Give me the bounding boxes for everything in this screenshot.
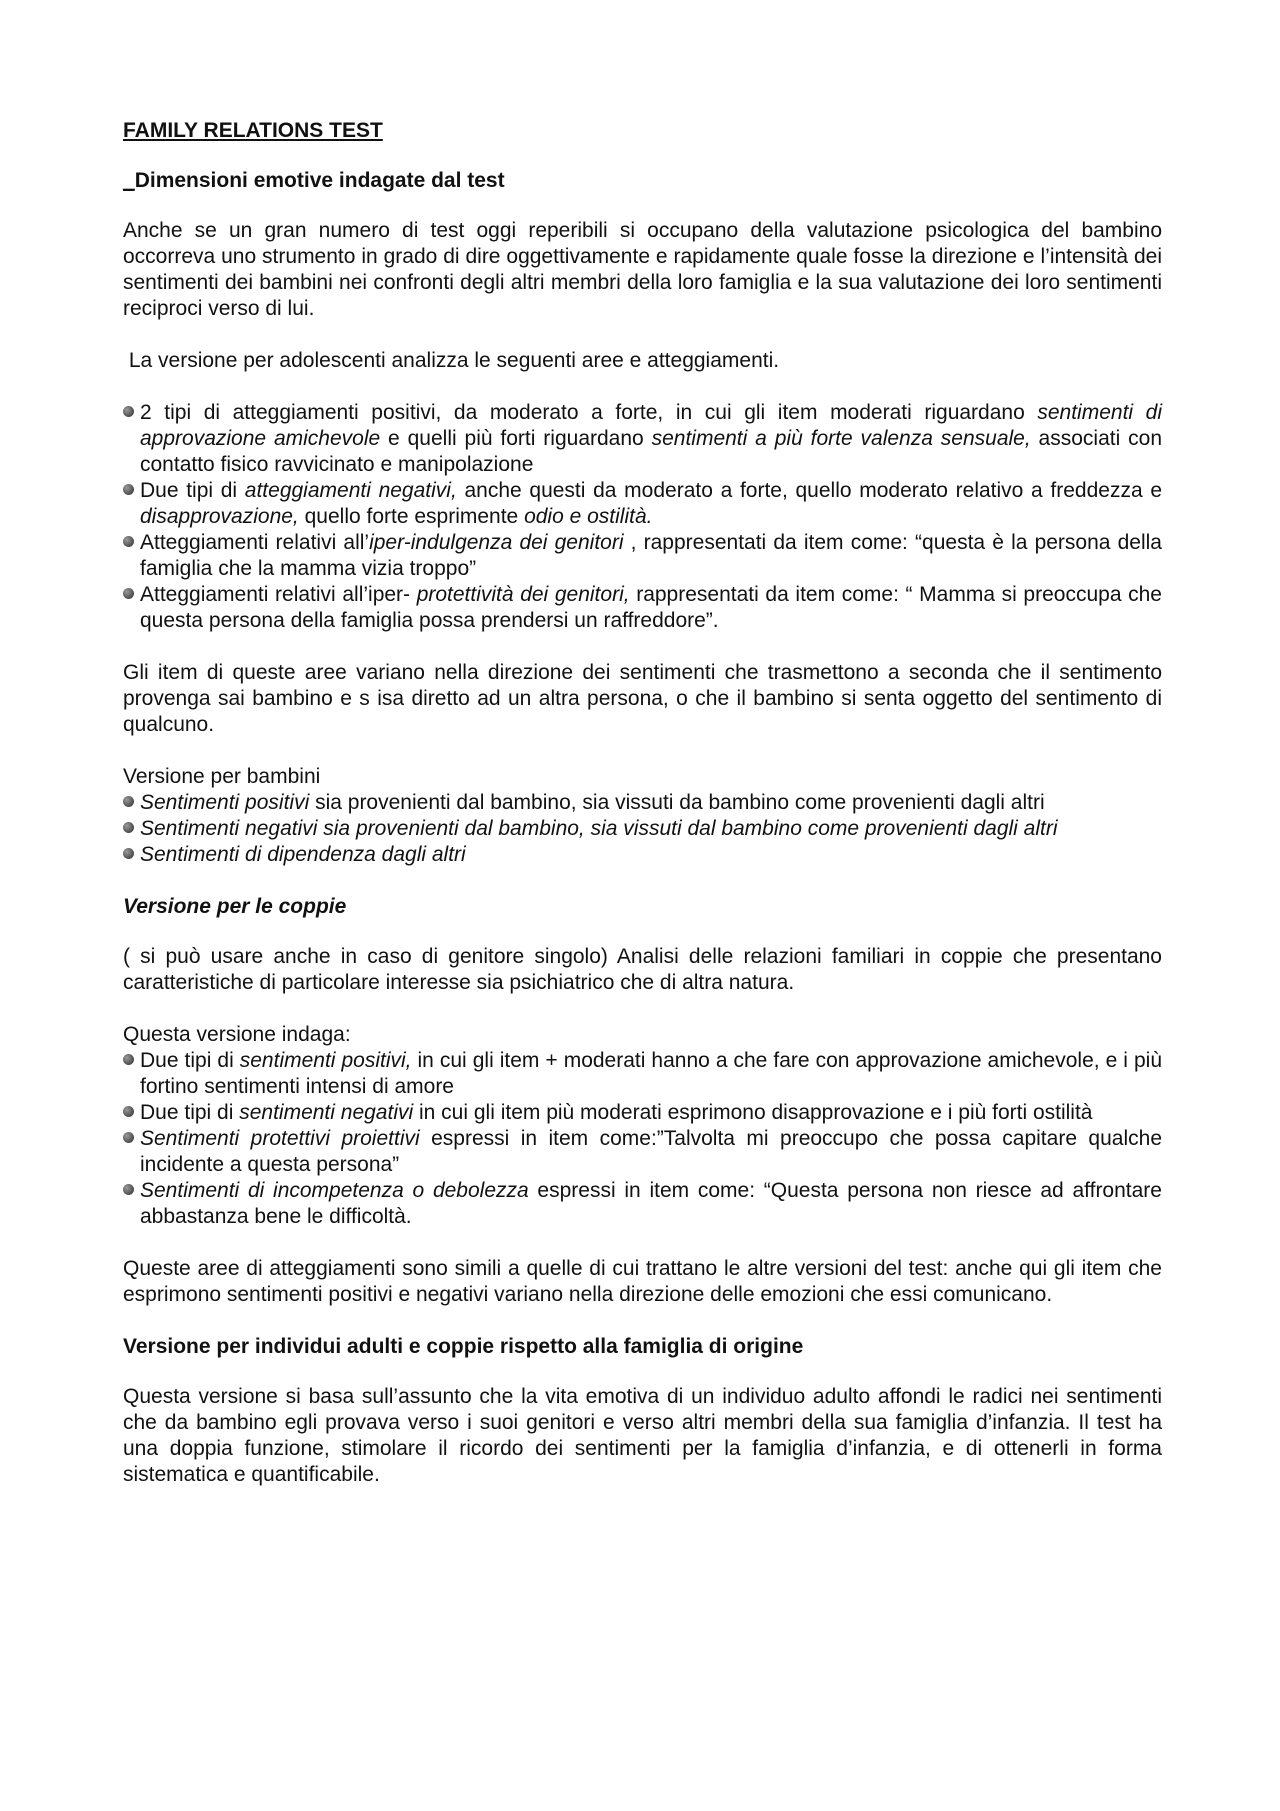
bullet-dot-icon xyxy=(123,1054,134,1065)
list-item xyxy=(123,530,1162,582)
list-item xyxy=(123,790,1162,816)
text-run: Atteggiamenti relativi all’iper- xyxy=(140,583,417,606)
italic-run: sentimenti negativi xyxy=(239,1101,414,1124)
text-run: rappresentati da item come: “ Mamma si preoccupa che questa persona della famiglia possa prendersi un raffreddore”. xyxy=(140,583,1162,632)
paragraph-intro: Anche se un gran numero di test oggi reperibili si occupano della valutazione psicologica del bambino occorreva uno strumento in grado di dire oggettivamente e rapidamente quale fosse la direzione e l’intensità dei sentimenti dei bambini nei confronti degli altri membri della loro famiglia e la sua valutazione dei loro sentimenti reciproci verso di lui. xyxy=(123,219,1162,320)
text-run: anche questi da moderato a forte, quello moderato relativo a freddezza e xyxy=(456,479,1163,502)
bullet-dot-icon xyxy=(123,536,134,547)
paragraph-adolescenti: La versione per adolescenti analizza le seguenti aree e atteggiamenti. xyxy=(123,349,780,372)
text-run: associati con contatto fisico ravvicinato e manipolazione xyxy=(140,427,1162,476)
text-run: Due tipi di xyxy=(140,1049,240,1072)
text-run: e quelli più forti riguardano xyxy=(380,427,652,450)
italic-run: Sentimenti di incompetenza o debolezza xyxy=(140,1179,529,1202)
label-versione-indaga: Questa versione indaga: xyxy=(123,1023,351,1046)
list-adolescenti xyxy=(123,400,1162,634)
italic-run: atteggiamenti negativi, xyxy=(244,479,457,502)
paragraph-direzione: Gli item di queste aree variano nella direzione dei sentimenti che trasmettono a seconda che il sentimento provenga sai bambino e s isa diretto ad un altra persona, o che il bambino si senta oggetto del sentimento di qualcuno. xyxy=(123,661,1162,736)
text-run: quello forte esprimente xyxy=(298,505,525,528)
italic-run: protettività dei genitori, xyxy=(416,583,630,606)
text-run: Due tipi di xyxy=(140,479,245,502)
heading-text: Dimensioni emotive indagate dal test xyxy=(134,169,505,192)
text-run: in cui gli item + moderati hanno a che fare con approvazione amichevole, e i più fortino sentimenti intensi di amore xyxy=(140,1049,1162,1098)
paragraph-aree-simili: Queste aree di atteggiamenti sono simili a quelle di cui trattano le altre versioni del test: anche qui gli item che esprimono sentimenti positivi e negativi variano nella direzione delle emozioni che essi comunicano. xyxy=(123,1257,1162,1306)
italic-run: Sentimenti di dipendenza dagli altri xyxy=(140,843,466,866)
list-item xyxy=(123,816,1162,842)
italic-run: disapprovazione, xyxy=(140,505,299,528)
list-item xyxy=(123,400,1162,478)
text-run: Due tipi di xyxy=(140,1101,240,1124)
text-run: espressi in item come:”Talvolta mi preoccupo che possa capitare qualche incidente a questa persona” xyxy=(140,1127,1162,1176)
italic-run: odio e ostilità. xyxy=(524,505,653,528)
heading-underscore: _ xyxy=(123,169,135,192)
italic-run: sentimenti a più forte valenza sensuale, xyxy=(651,427,1031,450)
italic-run: Sentimenti negativi sia provenienti dal bambino, sia vissuti dal bambino come provenienti dagli altri xyxy=(140,817,1058,840)
text-run: espressi in item come: “Questa persona non riesce ad affrontare abbastanza bene le difficoltà. xyxy=(140,1179,1162,1228)
bullet-dot-icon xyxy=(123,1106,134,1117)
list-item xyxy=(123,1126,1162,1178)
italic-run: Sentimenti positivi xyxy=(140,791,310,814)
section-heading-adulti: Versione per individui adulti e coppie rispetto alla famiglia di origine xyxy=(123,1335,804,1358)
paragraph-adulti: Questa versione si basa sull’assunto che la vita emotiva di un individuo adulto affondi le radici nei sentimenti che da bambino egli provava verso i suoi genitori e verso altri membri della sua famiglia d’infanzia. Il test ha una doppia funzione, stimolare il ricordo dei sentimenti per la famiglia d’infanzia, e di ottenerli in forma sistematica e quantificabile. xyxy=(123,1385,1162,1486)
list-item xyxy=(123,478,1162,530)
bullet-dot-icon xyxy=(123,822,134,833)
bullet-dot-icon xyxy=(123,484,134,495)
section-heading-coppie: Versione per le coppie xyxy=(123,895,347,918)
bullet-dot-icon xyxy=(123,796,134,807)
italic-run: sentimenti positivi, xyxy=(239,1049,412,1072)
italic-run: Sentimenti protettivi proiettivi xyxy=(140,1127,420,1150)
label-versione-bambini: Versione per bambini xyxy=(123,765,321,788)
bullet-dot-icon xyxy=(123,1184,134,1195)
list-item xyxy=(123,1100,1162,1126)
italic-run: iper-indulgenza dei genitori xyxy=(369,531,624,554)
italic-run: sentimenti di approvazione amichevole xyxy=(140,401,1162,450)
text-run: Atteggiamenti relativi all’ xyxy=(140,531,370,554)
bullet-dot-icon xyxy=(123,848,134,859)
bullet-dot-icon xyxy=(123,1132,134,1143)
text-run: 2 tipi di atteggiamenti positivi, da moderato a forte, in cui gli item moderati riguardano xyxy=(140,401,1038,424)
text-run: sia provenienti dal bambino, sia vissuti da bambino come provenienti dagli altri xyxy=(309,791,1045,814)
text-run: , rappresentati da item come: “questa è la persona della famiglia che la mamma vizia troppo” xyxy=(140,531,1162,580)
bullet-dot-icon xyxy=(123,406,134,417)
section-heading-dimensioni xyxy=(123,168,1162,194)
list-item xyxy=(123,842,1162,868)
list-item xyxy=(123,1178,1162,1230)
list-item xyxy=(123,582,1162,634)
paragraph-coppie: ( si può usare anche in caso di genitore singolo) Analisi delle relazioni familiari in coppie che presentano caratteristiche di particolare interesse sia psichiatrico che di altra natura. xyxy=(123,945,1162,994)
list-bambini xyxy=(123,790,1162,868)
list-coppie xyxy=(123,1048,1162,1230)
document-title: FAMILY RELATIONS TEST xyxy=(123,119,383,142)
bullet-dot-icon xyxy=(123,588,134,599)
list-item xyxy=(123,1048,1162,1100)
text-run: in cui gli item più moderati esprimono disapprovazione e i più forti ostilità xyxy=(413,1101,1093,1124)
